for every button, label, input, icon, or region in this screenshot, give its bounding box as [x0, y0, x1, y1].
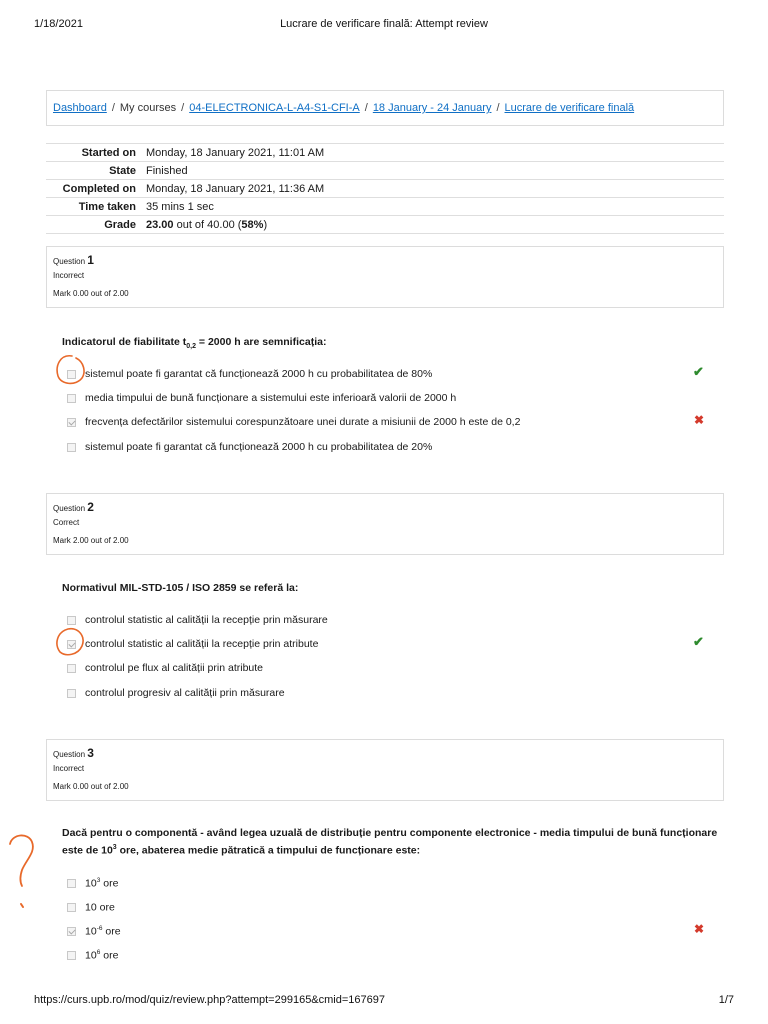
attempt-summary-table	[46, 143, 724, 234]
summary-value	[146, 216, 724, 234]
question-info-2	[46, 493, 724, 555]
summary-value: Monday, 18 January 2021, 11:36 AM	[146, 182, 325, 195]
grade-out-of: out of 40.00 (	[173, 218, 242, 231]
print-date: 1/18/2021	[34, 18, 83, 30]
question-mark: Mark 2.00 out of 2.00	[53, 535, 129, 545]
print-page-number: 1/7	[718, 994, 734, 1006]
summary-row-time-taken	[46, 198, 724, 216]
answer-option[interactable]	[67, 413, 707, 431]
question-state: Incorrect	[53, 764, 85, 774]
print-page-title: Lucrare de verificare finală: Attempt review	[280, 18, 488, 30]
question-text-line: Dacă pentru o componentă - având legea uzuală de distribuție pentru componente electronice - media timpului de bună funcționare	[62, 827, 718, 839]
correct-icon: ✔	[693, 634, 704, 649]
summary-label: Grade	[104, 218, 136, 231]
question-text-part: = 2000 h are semnificația:	[196, 336, 327, 348]
question-label: Question	[53, 257, 86, 266]
answer-label: sistemul poate fi garantat că funcționează 2000 h cu probabilitatea de 80%	[85, 368, 433, 380]
answer-checkbox[interactable]	[67, 879, 76, 888]
answer-label: $10^6$ ore	[85, 948, 119, 962]
answer-option[interactable]	[67, 611, 707, 629]
breadcrumb-quiz-link[interactable]: Lucrare de verificare finală	[504, 102, 635, 114]
correct-icon: ✔	[693, 364, 704, 379]
question-text-1	[62, 334, 722, 352]
answer-checkbox[interactable]	[67, 616, 76, 625]
breadcrumb-separator: /	[181, 102, 185, 114]
breadcrumb-separator: /	[364, 102, 368, 114]
question-number: 3	[87, 746, 94, 760]
summary-row-started	[46, 144, 724, 162]
handwritten-question-mark-annotation	[4, 830, 44, 914]
answer-checkbox-checked[interactable]	[67, 418, 76, 427]
answer-label: $10^{-6}$ ore	[85, 924, 121, 938]
question-info-1	[46, 246, 724, 308]
question-state: Incorrect	[53, 271, 85, 281]
answer-checkbox[interactable]	[67, 394, 76, 403]
answer-option[interactable]	[67, 365, 707, 383]
answer-label: 10 ore	[85, 901, 115, 914]
answer-label: media timpului de bună funcționare a sistemului este inferioară valorii de 2000 h	[85, 392, 457, 404]
question-number: 1	[87, 253, 94, 267]
answer-option[interactable]	[67, 874, 707, 892]
answer-option[interactable]	[67, 684, 707, 702]
grade-percent: 58%	[241, 218, 264, 231]
summary-value: Monday, 18 January 2021, 11:01 AM	[146, 146, 325, 159]
answer-checkbox-checked[interactable]	[67, 927, 76, 936]
question-text-part: este de 10	[62, 844, 113, 857]
breadcrumb-week-link[interactable]: 18 January - 24 January	[372, 102, 492, 114]
answer-checkbox[interactable]	[67, 370, 76, 379]
summary-label: State	[109, 164, 136, 177]
print-header	[34, 18, 734, 32]
summary-value: Finished	[146, 164, 188, 177]
summary-value: 35 mins 1 sec	[146, 200, 214, 213]
answer-checkbox[interactable]	[67, 689, 76, 698]
answer-checkbox[interactable]	[67, 951, 76, 960]
answer-label: sistemul poate fi garantat că funcționează 2000 h cu probabilitatea de 20%	[85, 441, 433, 453]
answer-option[interactable]	[67, 635, 707, 653]
incorrect-icon: ✖	[694, 413, 705, 427]
summary-row-state	[46, 162, 724, 180]
answer-option[interactable]	[67, 659, 707, 677]
question-text-3	[62, 825, 722, 859]
summary-label: Time taken	[78, 200, 136, 213]
summary-label: Started on	[81, 146, 136, 159]
print-url: https://curs.upb.ro/mod/quiz/review.php?attempt=299165&cmid=167697	[34, 994, 386, 1006]
breadcrumb-dashboard-link[interactable]: Dashboard	[53, 102, 107, 114]
grade-close: )	[263, 218, 268, 231]
answer-option[interactable]	[67, 438, 707, 456]
breadcrumb-course-link[interactable]: 04-ELECTRONICA-L-A4-S1-CFI-A	[189, 102, 360, 114]
question-text-line	[62, 842, 722, 859]
answer-option[interactable]	[67, 946, 707, 964]
answer-checkbox-checked[interactable]	[67, 640, 76, 649]
grade-score: 23.00	[146, 218, 174, 231]
breadcrumb-my-courses: My courses	[119, 102, 177, 114]
question-number: 2	[87, 500, 94, 514]
question-mark: Mark 0.00 out of 2.00	[53, 288, 129, 298]
question-info-3	[46, 739, 724, 801]
print-footer	[34, 994, 734, 1008]
answer-option[interactable]	[67, 898, 707, 916]
question-text-superscript: 3	[112, 843, 117, 851]
answer-checkbox[interactable]	[67, 664, 76, 673]
summary-label: Completed on	[62, 182, 136, 195]
question-label: Question	[53, 504, 86, 513]
question-state: Correct	[53, 518, 80, 528]
question-text-subscript: 0,2	[186, 343, 196, 351]
question-label: Question	[53, 750, 86, 759]
question-text-part: ore, abaterea medie pătratică a timpului de funcționare este:	[116, 844, 421, 857]
breadcrumb	[46, 90, 724, 126]
answer-label: frecvența defectărilor sistemului corespunzătoare unei durate a misiunii de 2000 h este de 0,2	[85, 416, 521, 428]
answer-checkbox[interactable]	[67, 903, 76, 912]
answer-option[interactable]	[67, 389, 707, 407]
breadcrumb-separator: /	[111, 102, 115, 114]
summary-row-grade	[46, 216, 724, 234]
breadcrumb-separator: /	[496, 102, 500, 114]
question-text-2: Normativul MIL-STD-105 / ISO 2859 se referă la:	[62, 582, 299, 594]
answer-checkbox[interactable]	[67, 443, 76, 452]
incorrect-icon: ✖	[694, 922, 705, 936]
answer-label: controlul statistic al calității la recepție prin atribute	[85, 638, 319, 650]
question-mark: Mark 0.00 out of 2.00	[53, 781, 129, 791]
question-text-part: Indicatorul de fiabilitate t	[62, 336, 187, 348]
summary-row-completed	[46, 180, 724, 198]
answer-option[interactable]	[67, 922, 707, 940]
answer-label: $10^3$ ore	[85, 876, 119, 890]
answer-label: controlul statistic al calității la recepție prin măsurare	[85, 614, 328, 626]
answer-label: controlul progresiv al calității prin măsurare	[85, 687, 285, 699]
answer-label: controlul pe flux al calității prin atribute	[85, 662, 264, 674]
